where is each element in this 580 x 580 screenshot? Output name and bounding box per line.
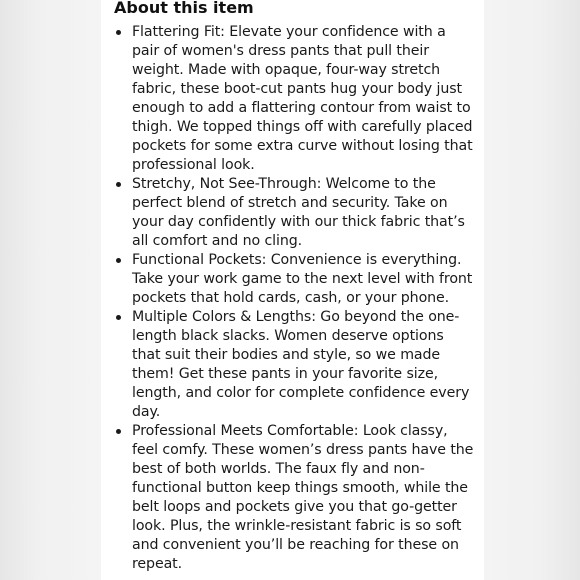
bullet-text: Professional Meets Comfortable: Look classy, feel comfy. These women’s dress pants have the best of both worlds. The faux fly and non-functional button keep things smooth, while the belt loops and pockets give you that go-getter look. Plus, the wrinkle-resistant fabric is so soft and convenient you’ll be reaching for these on repeat. (132, 423, 474, 572)
bullet-item-flattering-fit (114, 23, 474, 175)
feature-bullet-list (114, 23, 474, 574)
bullet-dot-icon (116, 429, 121, 434)
bullet-dot-icon (116, 30, 121, 35)
about-this-item-panel (101, 0, 484, 580)
bullet-item-professional-comfortable (114, 422, 474, 574)
bullet-item-stretchy (114, 175, 474, 251)
bullet-item-functional-pockets (114, 251, 474, 308)
bullet-text: Functional Pockets: Convenience is everything. Take your work game to the next level with front pockets that hold cards, cash, or your phone. (132, 252, 473, 306)
bullet-text: Flattering Fit: Elevate your confidence with a pair of women's dress pants that pull their weight. Made with opaque, four-way stretch fabric, these boot-cut pants hug your body just enough to add a flattering contour from waist to thigh. We topped things off with carefully placed pockets for some extra curve without losing that professional look. (132, 24, 473, 173)
bullet-text: Stretchy, Not See-Through: Welcome to the perfect blend of stretch and security. Take on your day confidently with our thick fabric that’s all comfort and no cling. (132, 176, 465, 249)
bullet-item-colors-lengths (114, 308, 474, 422)
bullet-dot-icon (116, 258, 121, 263)
bullet-dot-icon (116, 315, 121, 320)
bullet-text: Multiple Colors & Lengths: Go beyond the one-length black slacks. Women deserve options that suit their bodies and style, so we made them! Get these pants in your favorite size, length, and color for complete confidence every day. (132, 309, 470, 420)
bullet-dot-icon (116, 182, 121, 187)
section-title: About this item (114, 0, 254, 17)
